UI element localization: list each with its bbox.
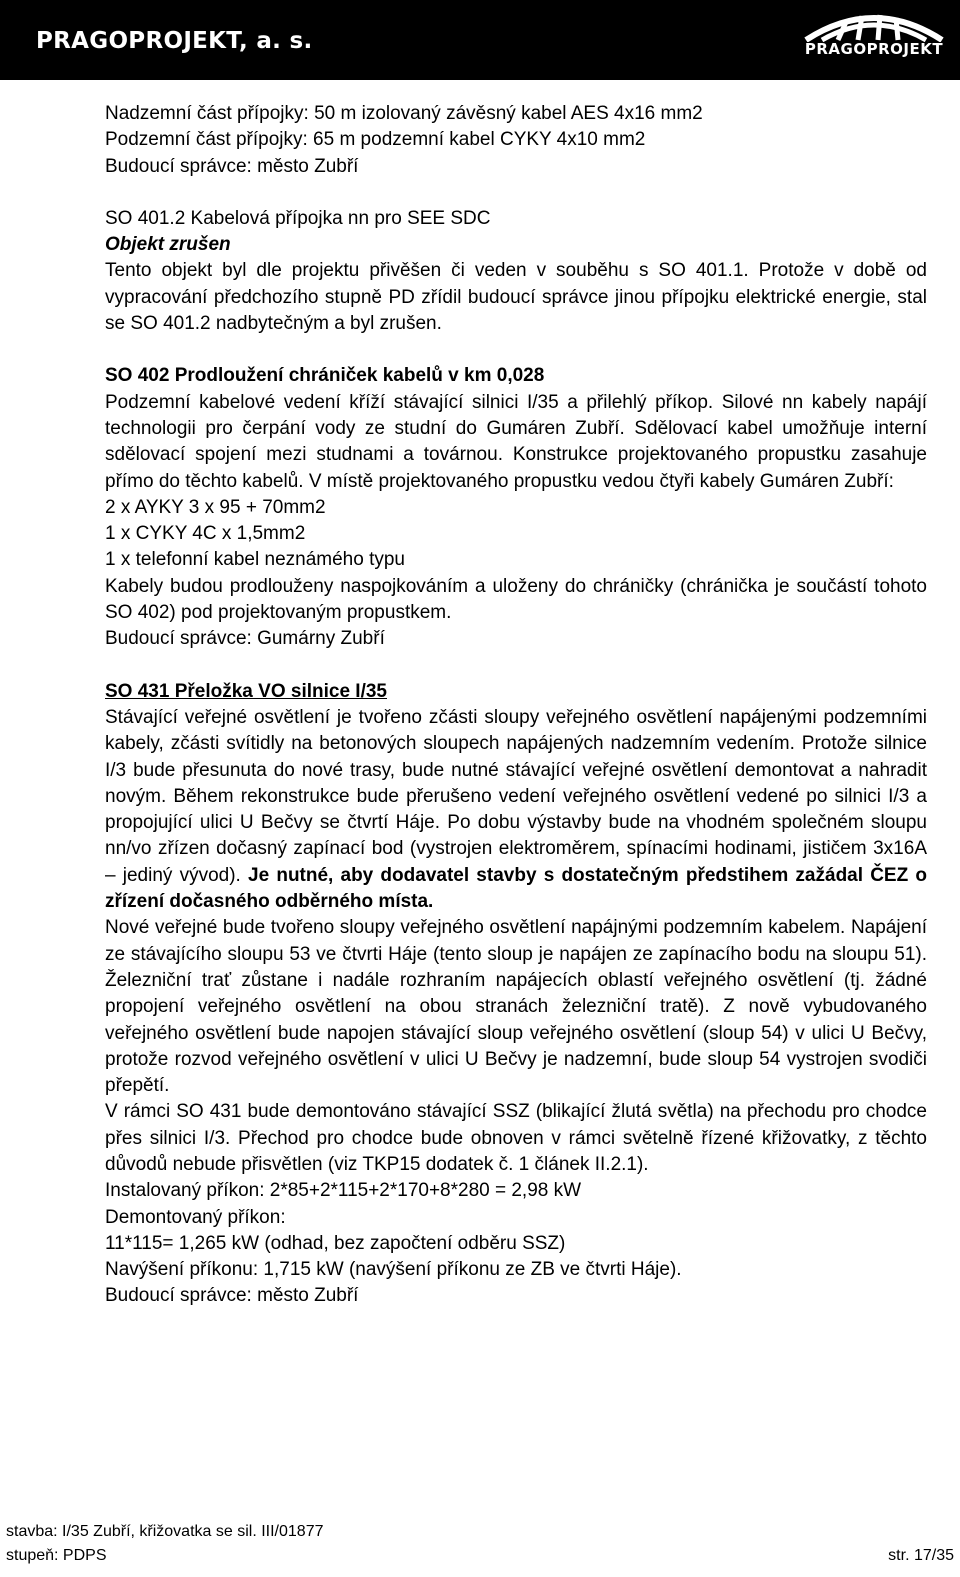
footer-stavba: stavba: I/35 Zubří, křižovatka se sil. III/01877 — [6, 1523, 324, 1540]
so402-admin: Budoucí správce: Gumárny Zubří — [105, 628, 385, 650]
intro-line-2: Podzemní část přípojky: 65 m podzemní kabel CYKY 4x10 mm2 — [105, 129, 646, 151]
page-number: str. 17/35 — [888, 1547, 954, 1564]
so431-p1-bold: Je nutné, aby dodavatel stavby s dostatečným předstihem zažádal ČEZ o zřízení dočasného odběrného místa. — [105, 864, 927, 913]
so402-title: SO 402 Prodloužení chrániček kabelů v km 0,028 — [105, 365, 545, 387]
so431-increase: Navýšení příkonu: 1,715 kW (navýšení příkonu ze ZB ve čtvrti Háje). — [105, 1259, 682, 1281]
so401-2-title: SO 401.2 Kabelová přípojka nn pro SEE SDC — [105, 207, 491, 229]
so402-cable-2: 1 x CYKY 4C x 1,5mm2 — [105, 523, 306, 545]
footer-stupen: stupeň: PDPS — [6, 1547, 107, 1564]
document-body — [105, 101, 927, 1310]
company-logo — [798, 2, 950, 76]
intro-line-1: Nadzemní část přípojky: 50 m izolovaný závěsný kabel AES 4x16 mm2 — [105, 103, 703, 124]
so431-admin: Budoucí správce: město Zubří — [105, 1285, 359, 1307]
so401-2-text: Tento objekt byl dle projektu přivěšen či veden v souběhu s SO 401.1. Protože v době od vypracování předchozího stupně PD zřídil budoucí správce jinou přípojku elektrické energie, stal se SO 401.2 nadbytečným a byl zrušen. — [105, 260, 927, 335]
so431-dismantled-label: Demontovaný příkon: — [105, 1206, 286, 1228]
so431-dismantled-value: 11*115= 1,265 kW (odhad, bez započtení odběru SSZ) — [105, 1232, 566, 1254]
so402-cable-1: 2 x AYKY 3 x 95 + 70mm2 — [105, 496, 326, 518]
page-header — [0, 0, 960, 80]
so431-paragraph-3: V rámci SO 431 bude demontováno stávající SSZ (blikající žlutá světla) na přechodu pro chodce přes silnici I/3. Přechod pro chodce bude obnoven v rámci světelně řízené křižovatky, z těchto důvodů nebude přisvětlen (viz TKP15 dodatek č. 1 článek II.2.1). — [105, 1101, 927, 1175]
footer-info — [6, 1520, 606, 1568]
intro-line-3: Budoucí správce: město Zubří — [105, 155, 359, 177]
company-name: PRAGOPROJEKT, a. s. — [36, 28, 313, 54]
so402-text-2: Kabely budou prodlouženy naspojkováním a uloženy do chráničky (chránička je součástí tohoto SO 402) pod projektovaným propustkem. — [105, 575, 927, 624]
so402-cable-3: 1 x telefonní kabel neznámého typu — [105, 549, 405, 571]
logo-arch-icon — [798, 2, 950, 42]
logo-wordmark: PRAGOPROJEKT — [804, 40, 944, 58]
so402-text: Podzemní kabelové vedení kříží stávající silnici I/35 a přilehlý příkop. Silové nn kabely napájí technologii pro čerpání vody ze studní do Gumáren Zubří. Sdělovací kabel umožňuje interní sdělovací spojení mezi studnami a továrnou. Konstrukce projektovaného propustku zasahuje přímo do těchto kabelů. V místě projektovaného propustku vedou čtyři kabely Gumáren Zubří: — [105, 391, 927, 492]
so431-title: SO 431 Přeložka VO silnice I/35 — [105, 680, 387, 702]
so431-p1-text: Stávající veřejné osvětlení je tvořeno zčásti sloupy veřejného osvětlení napájenými podzemními kabely, zčásti svítidly na betonových sloupech napájených nadzemním vedením. Protože silnice I/3 bude přesunuta do nové trasy, bude nutné stávající veřejné osvětlení demontovat a nahradit novým. Během rekonstrukce bude přerušeno vedení veřejného osvětlení vedené po silnici I/3 a propojující ulici U Bečvy se čtvrtí Háje. Po dobu výstavby bude na vhodném společném sloupu nn/vo zřízen dočasný zapínací bod (vystrojen elektroměrem, spínacími hodinami, jističem 3x16A – jediný vývod). — [105, 706, 927, 886]
so431-paragraph-2: Nové veřejné bude tvořeno sloupy veřejného osvětlení napájnými podzemním kabelem. Napájení ze stávajícího sloupu 53 ve čtvrti Háje (tento sloup je napájen ze zapínacího bodu na sloupu 51). Železniční trať zůstane i nadále rozhraním napájecích oblastí veřejného osvětlení (tj. žádné propojení veřejného osvětlení na obou stranách železniční tratě). Z nově vybudovaného veřejného osvětlení bude napojen stávající sloup veřejného osvětlení (sloup 54) v ulici U Bečvy, protože rozvod veřejného osvětlení v ulici U Bečvy je nadzemní, bude sloup 54 vystrojen svodiči přepětí. — [105, 917, 927, 1097]
so431-installed: Instalovaný příkon: 2*85+2*115+2*170+8*280 = 2,98 kW — [105, 1180, 582, 1202]
so431-paragraph-1 — [105, 705, 927, 915]
so401-2-cancelled: Objekt zrušen — [105, 234, 231, 256]
